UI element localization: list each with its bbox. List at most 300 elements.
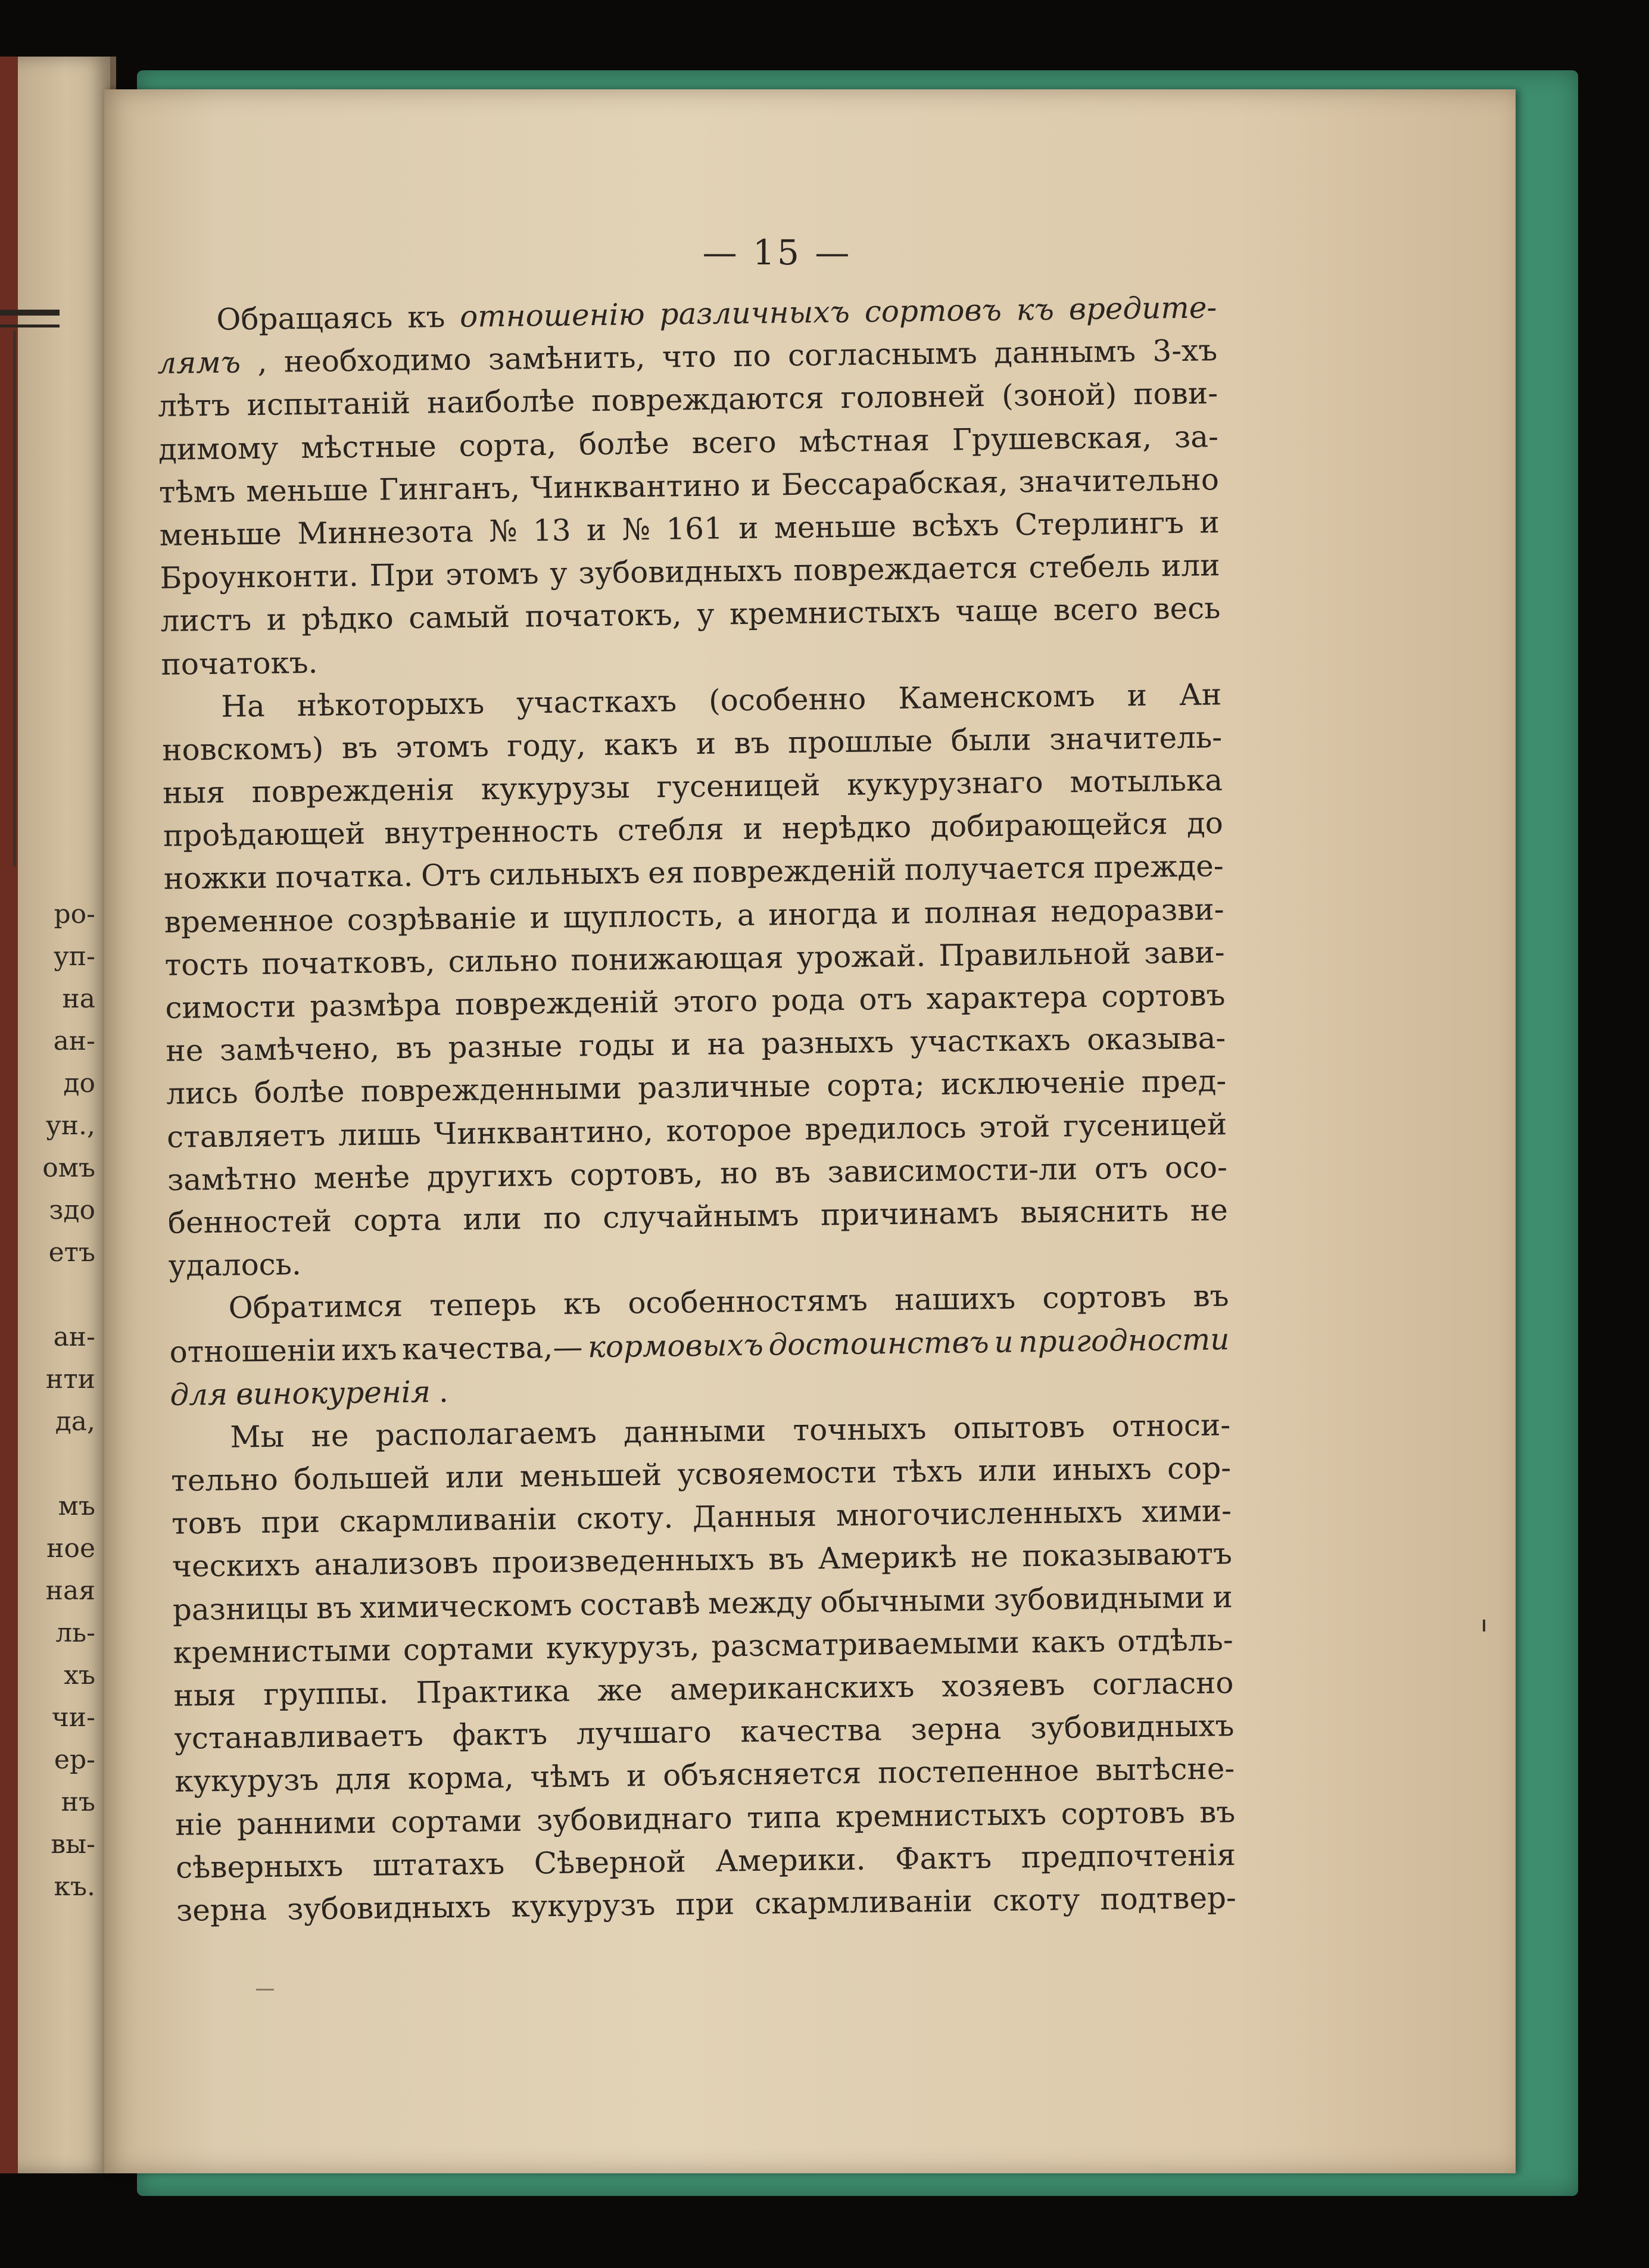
word: сильныхъ [488,856,640,893]
previous-page-rule-top [0,310,60,316]
word: гусеницей [656,768,821,804]
word: и [529,900,550,935]
word: устанавливаетъ [174,1718,424,1757]
word: Сѣверной [534,1844,687,1881]
word: размѣра [310,987,441,1024]
word: всего [691,424,777,460]
word: этомъ [395,729,490,765]
word: чаще [955,593,1039,629]
word: значительно [1018,461,1220,500]
word: прежде- [1093,848,1224,885]
word: достоинствъ [768,1324,990,1362]
word: годы [578,1028,655,1063]
word: хими- [1141,1493,1232,1530]
word: всего [1053,592,1139,628]
word: корма, [407,1760,515,1796]
word: Стерлингъ [1014,505,1184,542]
word: ныя [173,1677,236,1713]
previous-page-fragment: етъ [48,1237,95,1268]
word: Гинганъ, [378,470,520,507]
word: показываютъ [1022,1536,1233,1574]
word: на [707,1027,746,1062]
previous-page-fragment: на [62,984,95,1014]
previous-page-fragment [6,1443,95,1485]
word: разные [448,1028,563,1065]
word: при [675,1886,735,1922]
word: скоту. [576,1500,674,1536]
word: иныхъ [1052,1451,1152,1487]
word: какъ [603,726,678,762]
word: подтвер- [1100,1880,1237,1917]
word: сорта, [459,427,557,463]
word: головней [840,379,986,416]
word: штатахъ [372,1846,505,1883]
word: зерна [176,1892,267,1928]
word: новскомъ) [161,731,324,768]
word: всѣхъ [911,507,1000,544]
word: замѣчено, [219,1031,380,1068]
word: качества [740,1712,883,1749]
word: нiе [174,1807,223,1842]
word: сильно [448,943,558,979]
word: какъ [1031,1624,1106,1660]
word: ранними [236,1805,377,1842]
word: произведенныхъ [491,1542,755,1580]
word: зубовидныхъ [1030,1708,1235,1746]
word: за- [1174,419,1219,454]
word: временное [164,903,334,940]
word: рода [771,982,846,1018]
word: болѣе [578,426,670,461]
word: характера [926,979,1088,1016]
word: поврежденными [360,1071,622,1109]
word: сѣверныхъ [175,1848,344,1885]
word: кукурузъ, [545,1629,700,1665]
word: лѣтъ [157,388,230,424]
word: . [438,1374,449,1409]
word: разсматриваемыми [711,1625,1020,1664]
word: этомъ [445,556,539,592]
word: проѣдающей [163,816,366,854]
word: сортовъ [864,292,1002,329]
word: меньше [774,508,897,545]
word: и [1127,678,1148,713]
word: прошлые [787,723,933,760]
word: разницы [172,1590,308,1627]
word: къ [407,300,445,335]
word: Отъ [420,857,481,894]
word: не [311,1418,349,1453]
previous-page-fragment: ер- [54,1745,95,1775]
word: меньше [245,472,369,508]
word: стебель [1028,548,1151,585]
word: Чинквантино [530,467,741,506]
previous-page-fragment: хъ [64,1660,95,1690]
word: иногда [768,896,878,932]
word: и [671,1027,691,1062]
word: пред- [1141,1063,1227,1100]
word: химическомъ [359,1587,572,1625]
previous-page-fragment: ан- [53,1026,95,1056]
stray-ink-mark [1483,1620,1485,1631]
word: нашихъ [894,1281,1016,1318]
previous-page-fragment [6,1274,95,1316]
word: сорта; [826,1067,925,1103]
word: вредите- [1068,290,1217,327]
word: № [622,511,651,547]
word: которое [666,1112,792,1149]
word: стебля [617,812,724,848]
book-page [104,89,1516,2173]
word: мѣстные [301,428,437,465]
word: въ [341,730,378,766]
word: въ [395,1030,432,1066]
word: въ [316,1590,353,1626]
word: зависимости-ли [827,1151,1078,1190]
word: для [170,1377,228,1412]
previous-page-fragment: ро- [54,899,95,929]
word: сортами [403,1631,535,1667]
word: этого [672,983,758,1019]
word: въ [1199,1794,1236,1830]
word: 3-хъ [1152,333,1218,369]
word: гусеницей [1062,1106,1227,1144]
previous-page-fragment: до [63,1068,95,1099]
word: точныхъ [793,1411,927,1447]
word: къ [1016,292,1055,327]
word: отношенiи [169,1332,336,1369]
word: симости [165,989,297,1025]
word: согласнымъ [787,336,978,373]
word: повреждаются [591,380,825,419]
word: меньше [159,516,282,553]
word: отношенiю [459,297,645,334]
word: усвояемости [677,1455,877,1492]
word: и [890,896,911,931]
word: сортовъ [1061,1795,1185,1832]
word: 161 [666,511,724,547]
word: понижающая [571,940,784,978]
previous-page-rule-thin [0,325,60,327]
word: по [732,338,771,374]
previous-page-fragment: къ. [54,1871,95,1902]
word: зерна [911,1711,1002,1747]
word: зубовидныхъ [286,1889,491,1927]
word: щуплость, [563,898,724,935]
word: Америкѣ [818,1540,958,1577]
word: и [586,512,607,548]
word: оказыва- [1086,1021,1226,1057]
word: объясняется [662,1756,862,1793]
word: сортовъ, [569,1156,704,1193]
previous-page-fragment: нти [46,1364,95,1395]
word: въ [734,725,770,761]
word: особенностямъ [628,1283,868,1321]
word: бенностей [167,1203,332,1240]
word: относи- [1111,1407,1231,1444]
word: Америки. [715,1842,866,1879]
word: или [978,1453,1037,1489]
word: были [950,722,1032,758]
word: тость [164,947,249,982]
word: кремнистыхъ [729,594,941,632]
word: зубовидныхъ [578,553,783,591]
word: типа [746,1799,821,1835]
word: сортами [391,1803,522,1839]
word: въ [768,1542,805,1577]
previous-page-fragment: здо [49,1195,95,1225]
word: Практика [416,1673,571,1710]
word: Грушевская, [952,420,1152,457]
word: въ [774,1155,811,1190]
word: кукурузъ [511,1887,656,1924]
word: поврежденiй [692,853,897,890]
word: осо- [1164,1149,1228,1186]
word: но [719,1155,758,1191]
previous-page-fragment: чи- [51,1702,95,1733]
word: Чинквантино, [434,1113,654,1151]
word: кормовыхъ [587,1327,764,1364]
word: при [261,1505,320,1540]
word: чѣмъ [530,1759,610,1795]
word: пови- [1133,376,1218,412]
previous-page-fragment: уп- [53,941,95,972]
word: полная [924,894,1038,930]
word: причинамъ [820,1195,999,1233]
word: Броунконти. [160,559,359,596]
word: лучшаго [576,1714,712,1751]
word: меньшей [519,1457,662,1494]
word: значитель- [1049,720,1223,757]
word: Мы [230,1419,285,1455]
word: и [266,602,287,638]
word: вытѣсне- [1095,1751,1235,1788]
word: и [738,510,759,546]
word: Обратимся [228,1289,403,1325]
word: початокъ. [161,645,318,682]
word: болѣе [254,1074,345,1110]
word: поврежденiй [454,984,659,1022]
word: ческихъ [172,1548,301,1584]
word: хозяевъ [942,1667,1065,1704]
word: Данныя [692,1498,817,1535]
word: получается [904,850,1086,888]
word: у [696,597,715,632]
word: внутренность [384,813,599,851]
word: году, [506,728,587,763]
word: зубовидными [993,1580,1205,1617]
word: а [737,897,756,932]
word: ставляетъ [166,1118,326,1155]
word: другихъ [426,1158,553,1194]
word: зубовиднаго [536,1800,732,1838]
word: нерѣдко [781,809,912,846]
word: Ан [1179,676,1222,712]
word: же [597,1673,643,1708]
word: и [994,1324,1014,1359]
word: въ [1193,1278,1229,1314]
word: анализовъ [314,1546,479,1583]
word: что [662,339,717,375]
previous-page-fragment: нъ [61,1787,95,1817]
word: тѣхъ [892,1453,963,1490]
previous-page-fragment: вы- [51,1829,95,1860]
word: группы. [263,1676,389,1712]
word: не [970,1539,1009,1574]
word: сорта [353,1202,442,1238]
word: различныхъ [659,294,850,332]
word: обычными [819,1582,986,1620]
word: кукурузнаго [846,765,1044,802]
word: урожай. [796,938,926,975]
word: кремнистыми [173,1633,392,1670]
word: мѣстная [799,422,930,459]
word: пригодности [1018,1321,1230,1359]
previous-page-fragment: ан- [53,1322,95,1352]
word: не [166,1033,204,1069]
word: (зоной) [1001,377,1117,414]
word: большей [293,1460,431,1497]
word: отдѣль- [1117,1622,1234,1659]
word: кукурузъ [174,1762,319,1799]
word: или [463,1201,522,1237]
word: добирающейся [930,806,1168,844]
word: къ [563,1286,601,1322]
word: этой [978,1109,1051,1144]
word: початковъ, [261,944,435,981]
word: , [257,344,267,380]
word: необходимо [283,342,472,379]
word: початка. [275,859,413,896]
word: товъ [171,1505,242,1542]
word: нѣкоторыхъ [297,686,485,723]
word: На [221,688,266,724]
word: зави- [1143,934,1225,971]
word: фактъ [452,1717,548,1753]
page-body-text [157,286,1236,1932]
word: различные [637,1069,811,1106]
word: листъ [160,603,252,639]
word: испытанiй [247,386,411,423]
word: сор- [1167,1450,1232,1486]
word: случайнымъ [602,1197,799,1235]
previous-page-text-fragments [6,893,95,1908]
word: многочисленныхъ [836,1495,1123,1533]
word: и [1199,505,1220,540]
word: участкахъ [516,684,677,720]
word: и [750,467,771,503]
word: Фактъ [894,1840,992,1876]
previous-page-fragment: мъ [58,1491,95,1521]
word: сортовъ [1101,978,1226,1014]
word: менѣе [313,1159,410,1196]
word: удалось. [168,1247,302,1284]
word: скоту [992,1882,1080,1918]
word: и [743,811,763,847]
word: данными [623,1413,766,1450]
word: лись [166,1075,238,1112]
word: скармливанiи [339,1502,557,1539]
word: составѣ [579,1586,701,1623]
word: ихъ [341,1331,397,1367]
word: Правильной [939,935,1131,973]
word: выяснить [1020,1193,1169,1230]
previous-page-fragment: ное [46,1533,95,1564]
word: замѣнить, [488,340,646,377]
word: располагаемъ [375,1415,597,1453]
word: мотылька [1070,763,1223,800]
word: по [543,1200,582,1236]
word: тельно [170,1462,279,1498]
word: (особенно [708,681,866,718]
word: и [696,726,716,761]
word: постепенное [877,1753,1080,1790]
word: согласно [1092,1665,1234,1702]
word: ножки [163,860,268,897]
word: и [1212,1579,1233,1615]
word: опытовъ [953,1409,1085,1446]
word: Миннезота [297,514,474,551]
word: созрѣванiе [347,900,517,937]
word: лишь [338,1116,422,1152]
word: 13 [532,513,571,548]
word: отъ [1094,1150,1148,1186]
word: тѣмъ [158,474,236,510]
word: до [1186,806,1224,841]
word: скармливанiи [754,1883,973,1921]
word: лямъ [157,345,241,381]
word: или [1161,548,1220,584]
word: кукурузы [481,770,631,807]
word: и [626,1758,647,1793]
word: кремнистыхъ [835,1796,1047,1834]
word: № [488,513,518,549]
word: повреждается [793,550,1018,588]
word: При [369,557,435,593]
previous-page-fragment: ль- [55,1618,95,1648]
word: Обращаясь [216,300,393,337]
word: предпочтенiя [1021,1837,1236,1875]
word: початокъ, [525,597,682,634]
previous-page-fragment: ун., [45,1110,95,1141]
previous-page-fragment: омъ [42,1153,95,1183]
page-number: — 15 — [702,232,852,273]
word: самый [408,600,510,636]
word: поврежденiя [251,772,455,810]
word: Бессарабская, [781,464,1008,502]
word: участкахъ [910,1022,1071,1059]
word: качества,— [401,1329,583,1367]
word: между [707,1584,813,1621]
word: недоразви- [1050,891,1224,929]
word: у [549,556,568,591]
word: ныя [162,775,226,810]
word: отъ [859,981,913,1017]
word: рѣдко [301,601,394,637]
word: ея [647,855,685,891]
word: или [445,1459,504,1495]
word: не [1190,1193,1229,1228]
word: замѣтно [167,1160,297,1197]
word: теперь [429,1287,537,1323]
word: американскихъ [669,1669,915,1707]
word: димому [158,430,279,467]
word: вредилось [805,1110,967,1147]
previous-page-fragment: ная [45,1576,95,1606]
word: даннымъ [993,334,1136,371]
word: сортовъ [1042,1279,1167,1316]
word: исключенiе [940,1065,1126,1102]
